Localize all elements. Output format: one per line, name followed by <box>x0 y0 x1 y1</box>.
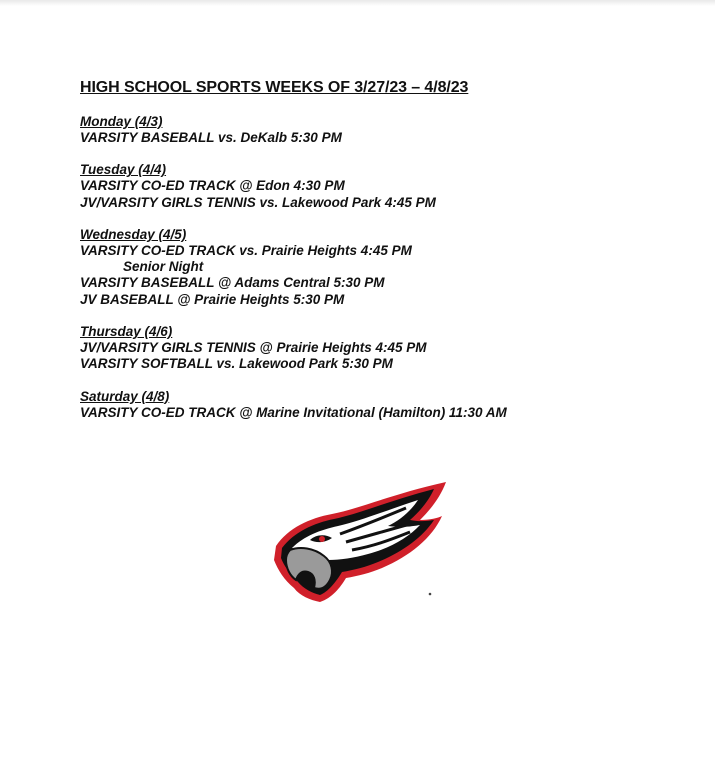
event-item: VARSITY CO-ED TRACK vs. Prairie Heights 4:45 PM <box>80 242 412 258</box>
page-title: HIGH SCHOOL SPORTS WEEKS OF 3/27/23 – 4/8/23 <box>80 79 469 96</box>
event-item: VARSITY BASEBALL @ Adams Central 5:30 PM <box>80 275 385 291</box>
day-saturday <box>80 389 700 421</box>
event-item: VARSITY SOFTBALL vs. Lakewood Park 5:30 PM <box>80 356 393 372</box>
event-item: JV BASEBALL @ Prairie Heights 5:30 PM <box>80 291 345 307</box>
day-monday <box>80 114 700 146</box>
eagle-head-icon <box>270 476 450 604</box>
day-heading: Saturday (4/8) <box>80 388 170 404</box>
event-item: VARSITY CO-ED TRACK @ Marine Invitational (Hamilton) 11:30 AM <box>80 404 507 420</box>
day-heading: Thursday (4/6) <box>80 324 173 340</box>
day-heading: Tuesday (4/4) <box>80 162 167 178</box>
day-heading: Monday (4/3) <box>80 114 163 129</box>
stray-dot <box>429 593 432 596</box>
day-tuesday <box>80 162 700 211</box>
schedule-document <box>80 78 700 437</box>
event-item: VARSITY CO-ED TRACK @ Edon 4:30 PM <box>80 178 345 194</box>
eagle-eye-iris <box>319 536 325 542</box>
day-thursday <box>80 324 700 373</box>
event-note: Senior Night <box>123 259 204 275</box>
event-item: VARSITY BASEBALL vs. DeKalb 5:30 PM <box>80 130 342 145</box>
day-wednesday <box>80 227 700 308</box>
event-item: JV/VARSITY GIRLS TENNIS @ Prairie Heights 4:45 PM <box>80 340 427 356</box>
event-item: JV/VARSITY GIRLS TENNIS vs. Lakewood Park 4:45 PM <box>80 194 436 210</box>
top-edge <box>0 0 715 6</box>
day-heading: Wednesday (4/5) <box>80 226 187 242</box>
